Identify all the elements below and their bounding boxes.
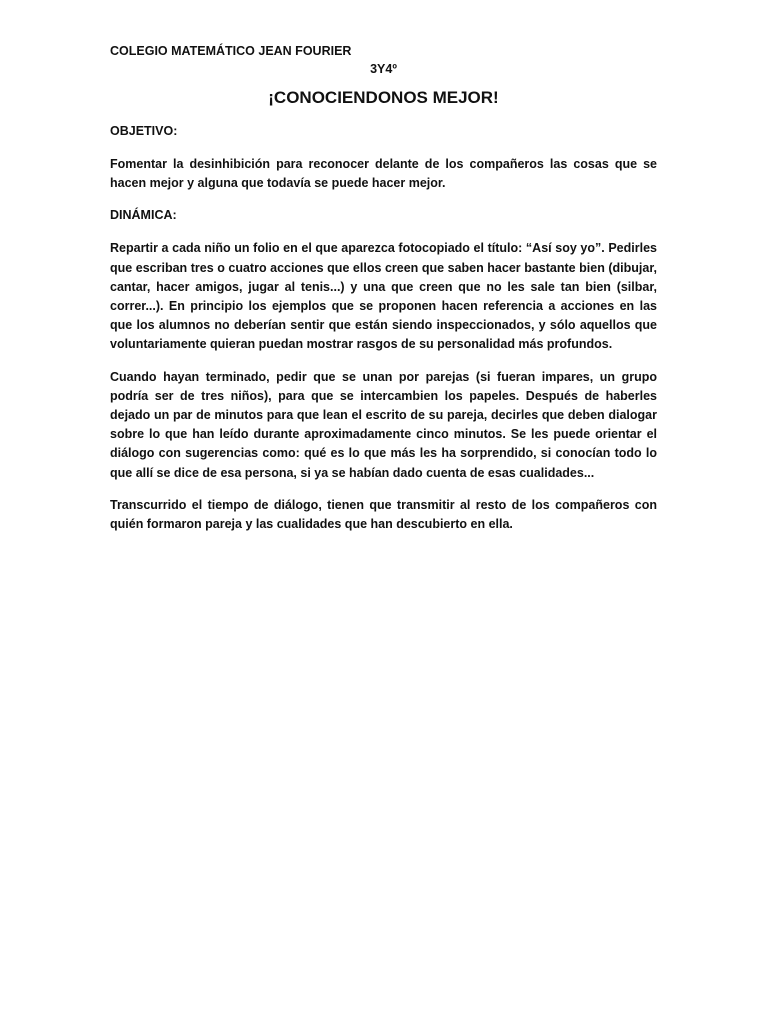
document-title: ¡CONOCIENDONOS MEJOR! [268,88,499,107]
objective-heading: OBJETIVO: [110,124,178,138]
grade-label: 3Y4º [370,62,397,76]
dynamic-paragraph-3: Transcurrido el tiempo de diálogo, tienen que transmitir al resto de los compañeros con quién formaron pareja y las cualidades que han descubierto en ella. [110,497,657,532]
school-name: COLEGIO MATEMÁTICO JEAN FOURIER [110,44,352,58]
objective-text: Fomentar la desinhibición para reconocer delante de los compañeros las cosas que se hacen mejor y alguna que todavía se puede hacer mejor. [110,157,657,191]
dynamic-paragraph-1: Repartir a cada niño un folio en el que aparezca fotocopiado el título: “Así soy yo”. Pedirles que escriban tres o cuatro acciones que ellos creen que saben hacer bastante bien (dibujar, cantar, hacer amigos, jugar al tenis...) y una que creen que no les sale tan bien (silbar, correr...). En principio los ejemplos que se proponen hacen referencia a acciones en las que los alumnos no deberían sentir que están siendo inspeccionados, y sólo aquellos que voluntariamente quieran puedan mostrar rasgos de su personalidad más profundos. [110,241,657,352]
document-page [110,42,657,547]
dynamic-paragraph-2: Cuando hayan terminado, pedir que se unan por parejas (si fueran impares, un grupo podría ser de tres niños), para que se intercambien los papeles. Después de haberles dejado un par de minutos para que lean el escrito de su pareja, decirles que deben dialogar sobre lo que han leído durante aproximadamente cinco minutos. Se les puede orientar el diálogo con sugerencias como: qué es lo que más les ha sorprendido, si conocían todo lo que allí se dice de esa persona, si ya se habían dado cuenta de esas cualidades... [110,369,657,480]
dynamic-heading: DINÁMICA: [110,208,177,223]
